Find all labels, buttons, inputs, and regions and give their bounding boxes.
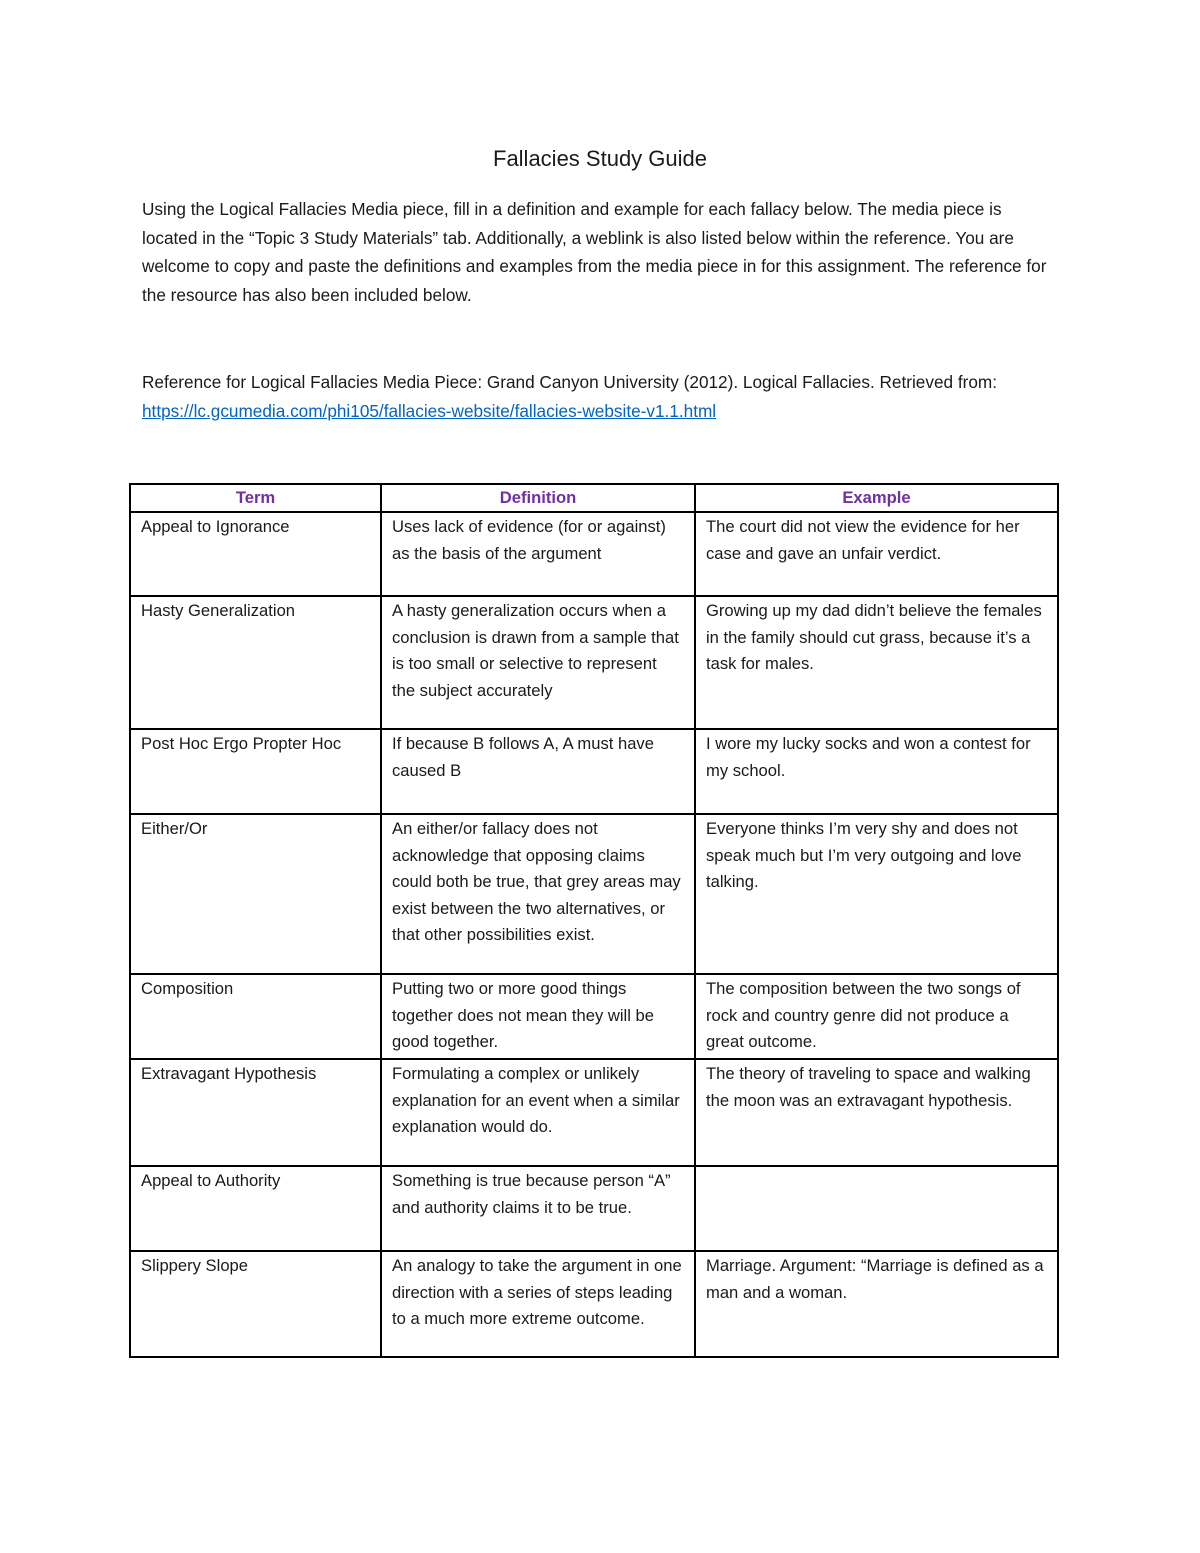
header-example: Example <box>695 484 1058 512</box>
intro-paragraph: Using the Logical Fallacies Media piece, fill in a definition and example for each fallacy below. The media piece is located in the “Topic 3 Study Materials” tab. Additionally, a weblink is also listed below within the reference. You are welcome to copy and paste the definitions and examples from the media piece in for this assignment. The reference for the resource has also been included below. <box>142 199 1047 305</box>
table-row <box>130 974 1058 1059</box>
reference-text: Reference for Logical Fallacies Media Piece: Grand Canyon University (2012). Logical Fallacies. Retrieved from: <box>142 372 997 392</box>
example-cell: The composition between the two songs of rock and country genre did not produce a great outcome. <box>695 974 1058 1059</box>
example-cell: The court did not view the evidence for her case and gave an unfair verdict. <box>695 512 1058 596</box>
term-cell: Appeal to Ignorance <box>130 512 381 596</box>
term-cell: Composition <box>130 974 381 1059</box>
example-cell: The theory of traveling to space and walking the moon was an extravagant hypothesis. <box>695 1059 1058 1166</box>
term-cell: Either/Or <box>130 814 381 974</box>
example-cell: Everyone thinks I’m very shy and does not speak much but I’m very outgoing and love talking. <box>695 814 1058 974</box>
definition-cell: Uses lack of evidence (for or against) as the basis of the argument <box>381 512 695 596</box>
example-cell: I wore my lucky socks and won a contest for my school. <box>695 729 1058 814</box>
term-cell: Hasty Generalization <box>130 596 381 729</box>
table-row <box>130 1059 1058 1166</box>
definition-cell: An either/or fallacy does not acknowledge that opposing claims could both be true, that grey areas may exist between the two alternatives, or that other possibilities exist. <box>381 814 695 974</box>
definition-cell: An analogy to take the argument in one direction with a series of steps leading to a much more extreme outcome. <box>381 1251 695 1357</box>
definition-cell: Something is true because person “A” and authority claims it to be true. <box>381 1166 695 1251</box>
term-cell: Appeal to Authority <box>130 1166 381 1251</box>
term-cell: Extravagant Hypothesis <box>130 1059 381 1166</box>
example-cell: Marriage. Argument: “Marriage is defined as a man and a woman. <box>695 1251 1058 1357</box>
table-row <box>130 729 1058 814</box>
fallacies-table <box>129 483 1059 1358</box>
table-row <box>130 814 1058 974</box>
table-row <box>130 512 1058 596</box>
table-row <box>130 596 1058 729</box>
header-definition: Definition <box>381 484 695 512</box>
example-cell <box>695 1166 1058 1251</box>
reference-link[interactable]: https://lc.gcumedia.com/phi105/fallacies-website/fallacies-website-v1.1.html <box>142 400 717 421</box>
header-term: Term <box>130 484 381 512</box>
example-cell: Growing up my dad didn’t believe the females in the family should cut grass, because it’s a task for males. <box>695 596 1058 729</box>
table-row <box>130 1166 1058 1251</box>
term-cell: Post Hoc Ergo Propter Hoc <box>130 729 381 814</box>
reference-paragraph <box>142 368 1057 425</box>
definition-cell: If because B follows A, A must have caused B <box>381 729 695 814</box>
definition-cell: Putting two or more good things together does not mean they will be good together. <box>381 974 695 1059</box>
table-row <box>130 1251 1058 1357</box>
page-title: Fallacies Study Guide <box>493 146 707 171</box>
term-cell: Slippery Slope <box>130 1251 381 1357</box>
definition-cell: A hasty generalization occurs when a conclusion is drawn from a sample that is too small or selective to represent the subject accurately <box>381 596 695 729</box>
table-header-row <box>130 484 1058 512</box>
definition-cell: Formulating a complex or unlikely explanation for an event when a similar explanation would do. <box>381 1059 695 1166</box>
